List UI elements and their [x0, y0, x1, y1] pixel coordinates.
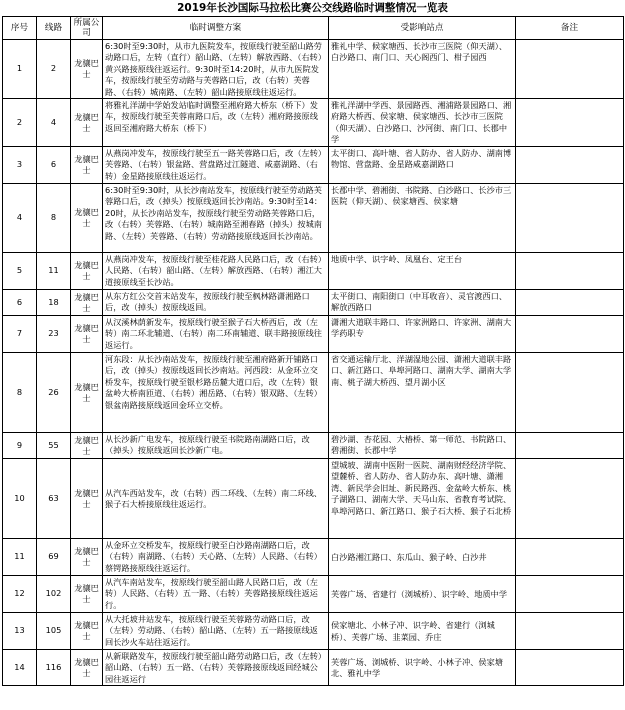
row-no: 1: [3, 40, 37, 99]
row-no: 5: [3, 253, 37, 290]
row-stops-text: 太平街口、高叶塘、省人防办、省人防办、湖南博物馆、营盘路、金星路咸嘉湖路口: [331, 148, 512, 170]
row-company: 龙骧巴士: [71, 290, 103, 316]
row-plan-text: 6:30时至9:30时，从长沙南站发车，按原线行驶至劳动路芙蓉路口后，改（掉头）按原线返回长沙南站。9:30时至14：20时，从长沙南站发车，按原线行驶至劳动路芙蓉路口后，改（右转）芙蓉路、（右转）城南路至湘春路（掉头）按城南路、（左转）芙蓉路、（右转）劳动路接原线返回长沙南站。: [105, 185, 323, 241]
table-row: [3, 147, 624, 184]
row-stops: [329, 290, 516, 316]
row-note: [516, 353, 624, 433]
row-stops-text: 芙蓉广场、省建行（浏城桥）、识字岭、地质中学: [331, 588, 508, 599]
row-stops-text: 雅礼洋湖中学西、景园路西、湘浦路景园路口、湘府路大桥西、侯家塘、侯家塘西、长沙市三医院（仰天湖）、白沙路口、沙河街、南门口、长郡中学: [331, 100, 512, 145]
row-company: 龙骧巴士: [71, 650, 103, 686]
row-stops: [329, 433, 516, 459]
row-stops: [329, 184, 516, 253]
row-plan-text: 从大托坡井站发车，按原线行驶至芙蓉路劳动路口后，改（左转）劳动路、（右转）韶山路、（左转）五一路接原线返回长沙火车站往返运行。: [105, 614, 318, 647]
row-line: 63: [37, 459, 71, 539]
row-plan-text: 从新联路发车，按原线行驶至韶山路劳动路口后，改（左转）韶山路、（右转）五一路、（右转）芙蓉路接原线返回经城公园往返运行: [105, 651, 322, 684]
row-plan-text: 6:30时至9:30时，从市九医院发车，按原线行驶至韶山路劳动路口后，左转（直行）韶山路、（左转）解放西路、（右转）黄兴路接原线往返运行。9:30时至14:20时，从市九医院发车，按原线行驶至劳动路与芙蓉路口后，改（右转）芙蓉路、（右转）城南路、（左转）韶山路接原线往返运行。: [105, 41, 322, 97]
row-note: [516, 576, 624, 613]
row-plan: [103, 253, 329, 290]
row-stops-text: 潇湘大道联丰路口、许家洲路口、许家洲、湖南大学药职专: [331, 317, 512, 339]
row-plan: [103, 433, 329, 459]
table-row: [3, 316, 624, 353]
row-stops: [329, 316, 516, 353]
row-line: 18: [37, 290, 71, 316]
row-plan-text: 从汽车南站发车，按原线行驶至韶山路人民路口后，改（左转）人民路、（右转）五一路、（右转）芙蓉路接原线往返运行。: [105, 577, 318, 610]
row-note: [516, 650, 624, 686]
row-company: 龙骧巴士: [71, 316, 103, 353]
row-stops-text: 长郡中学、碧湘街、书院路、白沙路口、长沙市三医院（仰天湖）、侯家塘西、侯家塘: [331, 185, 512, 207]
route-adjustment-table: [2, 16, 624, 686]
row-company: 龙骧巴士: [71, 253, 103, 290]
row-plan: [103, 459, 329, 539]
row-note: [516, 316, 624, 353]
row-plan: [103, 40, 329, 99]
row-no: 13: [3, 613, 37, 650]
row-stops: [329, 253, 516, 290]
row-stops: [329, 353, 516, 433]
row-no: 8: [3, 353, 37, 433]
row-stops-text: 雅礼中学、候家塘西、长沙市三医院（仰天湖）、白沙路口、南门口、天心阁西门、柑子园西: [331, 41, 508, 63]
table-row: [3, 576, 624, 613]
row-plan-text: 从金环立交桥发车，按原线行驶至白沙路南湖路口后，改（右转）南湖路、（右转）天心路、（左转）人民路、（右转）蔡锷路接原线往返运行。: [105, 540, 322, 573]
row-plan: [103, 613, 329, 650]
row-company: 龙骧巴士: [71, 539, 103, 576]
row-line: 69: [37, 539, 71, 576]
row-no: 7: [3, 316, 37, 353]
row-company: 龙骧巴士: [71, 99, 103, 147]
header-note: 备注: [516, 17, 624, 40]
row-stops-text: 望城坡、湖南中医附一医院、湖南财经经济学院、望麓桥、省人防办、省人防办东、高叶塘、潇湘湾、新民学会旧址、新民路西、金盆岭大桥东、桃子湖路口、湖南大学、天马山东、省教育考试院、阜埠河路口、新江路口、猴子石大桥、猴子石北桥: [331, 460, 512, 516]
row-line: 55: [37, 433, 71, 459]
row-note: [516, 613, 624, 650]
row-plan: [103, 290, 329, 316]
row-line: 102: [37, 576, 71, 613]
row-stops-text: 白沙路湘江路口、东瓜山、猴子岭、白沙井: [331, 551, 487, 562]
row-stops: [329, 650, 516, 686]
row-line: 11: [37, 253, 71, 290]
row-note: [516, 539, 624, 576]
row-stops: [329, 99, 516, 147]
row-note: [516, 147, 624, 184]
row-note: [516, 40, 624, 99]
row-no: 10: [3, 459, 37, 539]
row-plan-text: 从燕岗冲发车，按原线行驶至桂花路人民路口后，改（右转）人民路、（右转）韶山路、（左转）解放西路、（右转）湘江大道接原线至长沙站。: [105, 254, 322, 287]
row-plan: [103, 316, 329, 353]
row-stops: [329, 613, 516, 650]
table-row: [3, 353, 624, 433]
row-plan-text: 从长沙新广电发车，按原线行驶至书院路南湖路口后，改（掉头）按原线返回长沙新广电。: [105, 434, 310, 456]
table-row: [3, 40, 624, 99]
row-stops-text: 侯家塘北、小林子冲、识字岭、省建行（浏城桥）、芙蓉广场、韭菜园、乔庄: [331, 620, 495, 642]
row-stops-text: 地质中学、识字岭、凤凰台、定王台: [331, 254, 463, 264]
row-line: 116: [37, 650, 71, 686]
row-stops: [329, 539, 516, 576]
row-no: 9: [3, 433, 37, 459]
row-stops-text: 芙蓉广场、浏城桥、识字岭、小林子冲、侯家塘北、雅礼中学: [331, 656, 503, 679]
row-line: 6: [37, 147, 71, 184]
row-no: 6: [3, 290, 37, 316]
row-line: 2: [37, 40, 71, 99]
row-note: [516, 290, 624, 316]
row-no: 11: [3, 539, 37, 576]
row-line: 23: [37, 316, 71, 353]
document-title: 2019年长沙国际马拉松比赛公交线路临时调整情况一览表: [177, 2, 448, 14]
row-note: [516, 433, 624, 459]
row-plan-text: 河东段：从长沙南站发车，按原线行驶至湘府路新开铺路口后，改（掉头）按原线返回长沙南站。河西段：从金环立交桥发车，按原线行驶至银杉路岳麓大道口后，改（左转）银盆岭大桥南匝道、（右转）湘岳路、（右转）银双路、（左转）银盆南路接原线返回金环立交桥。: [105, 354, 322, 410]
row-note: [516, 99, 624, 147]
row-plan-text: 从汽车西站发车，改（右转）西二环线、（左转）南二环线、猴子石大桥接原线往返运行。: [105, 487, 322, 509]
row-company: 龙骧巴士: [71, 353, 103, 433]
row-plan: [103, 147, 329, 184]
row-company: 龙骧巴士: [71, 576, 103, 613]
row-plan: [103, 576, 329, 613]
row-company: 龙骧巴士: [71, 459, 103, 539]
row-line: 26: [37, 353, 71, 433]
header-line: 线路: [37, 17, 71, 40]
row-company: 龙骧巴士: [71, 613, 103, 650]
row-line: 105: [37, 613, 71, 650]
row-plan-text: 从东方红公交首末站发车，按原线行驶至枫林路潇湘路口后，改（掉头）按原线返回。: [105, 291, 310, 313]
header-company: 所属公司: [71, 17, 103, 40]
row-no: 3: [3, 147, 37, 184]
row-plan: [103, 650, 329, 686]
row-plan: [103, 184, 329, 253]
row-company: 龙骧巴士: [71, 184, 103, 253]
row-note: [516, 184, 624, 253]
table-row: [3, 650, 624, 686]
row-company: 龙骧巴士: [71, 147, 103, 184]
row-plan: [103, 539, 329, 576]
row-note: [516, 459, 624, 539]
row-no: 12: [3, 576, 37, 613]
row-stops: [329, 576, 516, 613]
table-row: [3, 539, 624, 576]
row-stops-text: 碧沙湖、杏花园、大椿桥、第一师范、书院路口、碧湘街、长郡中学: [331, 434, 512, 456]
table-row: [3, 253, 624, 290]
table-row: [3, 459, 624, 539]
row-company: 龙骧巴士: [71, 40, 103, 99]
table-row: [3, 290, 624, 316]
row-plan: [103, 99, 329, 147]
row-stops-text: 太平街口、南阳街口（中耳收音）、灵官渡西口、解放西路口: [331, 291, 508, 313]
row-line: 4: [37, 99, 71, 147]
row-note: [516, 253, 624, 290]
header-stops: 受影响站点: [329, 17, 516, 40]
row-line: 8: [37, 184, 71, 253]
row-company: 龙骧巴士: [71, 433, 103, 459]
row-plan-text: 将雅礼洋湖中学始发站临时调整至湘府路大桥东（桥下）发车，按原线行驶至芙蓉南路口后，改（左转）湘府路接原线返回至湘府路大桥东（桥下）: [105, 100, 318, 133]
table-row: [3, 433, 624, 459]
row-plan: [103, 353, 329, 433]
row-stops-text: 省交通运输厅北、洋湖湿地公园、潇湘大道联丰路口、新江路口、阜埠河路口、湖南大学、湖南大学南、桃子湖大桥西、望月湖小区: [331, 354, 512, 387]
header-plan: 临时调整方案: [103, 17, 329, 40]
row-stops: [329, 147, 516, 184]
row-plan-text: 从燕岗冲发车，按原线行驶至五一路芙蓉路口后，改（左转）芙蓉路、（右转）银盆路、营盘路过江隧道、咸嘉湖路、（右转）金星路接原线往返运行。: [105, 148, 322, 181]
row-plan-text: 从汉溪林荫新发车，按原线行驶至猴子石大桥西后，改（左转）南二环北辅道、（右转）南二环南辅道、联丰路接原线往返运行。: [105, 317, 322, 350]
header-no: 序号: [3, 17, 37, 40]
header-row: [3, 17, 624, 40]
row-no: 2: [3, 99, 37, 147]
row-no: 4: [3, 184, 37, 253]
row-no: 14: [3, 650, 37, 686]
row-stops: [329, 40, 516, 99]
row-stops: [329, 459, 516, 539]
table-row: [3, 613, 624, 650]
table-row: [3, 184, 624, 253]
table-row: [3, 99, 624, 147]
